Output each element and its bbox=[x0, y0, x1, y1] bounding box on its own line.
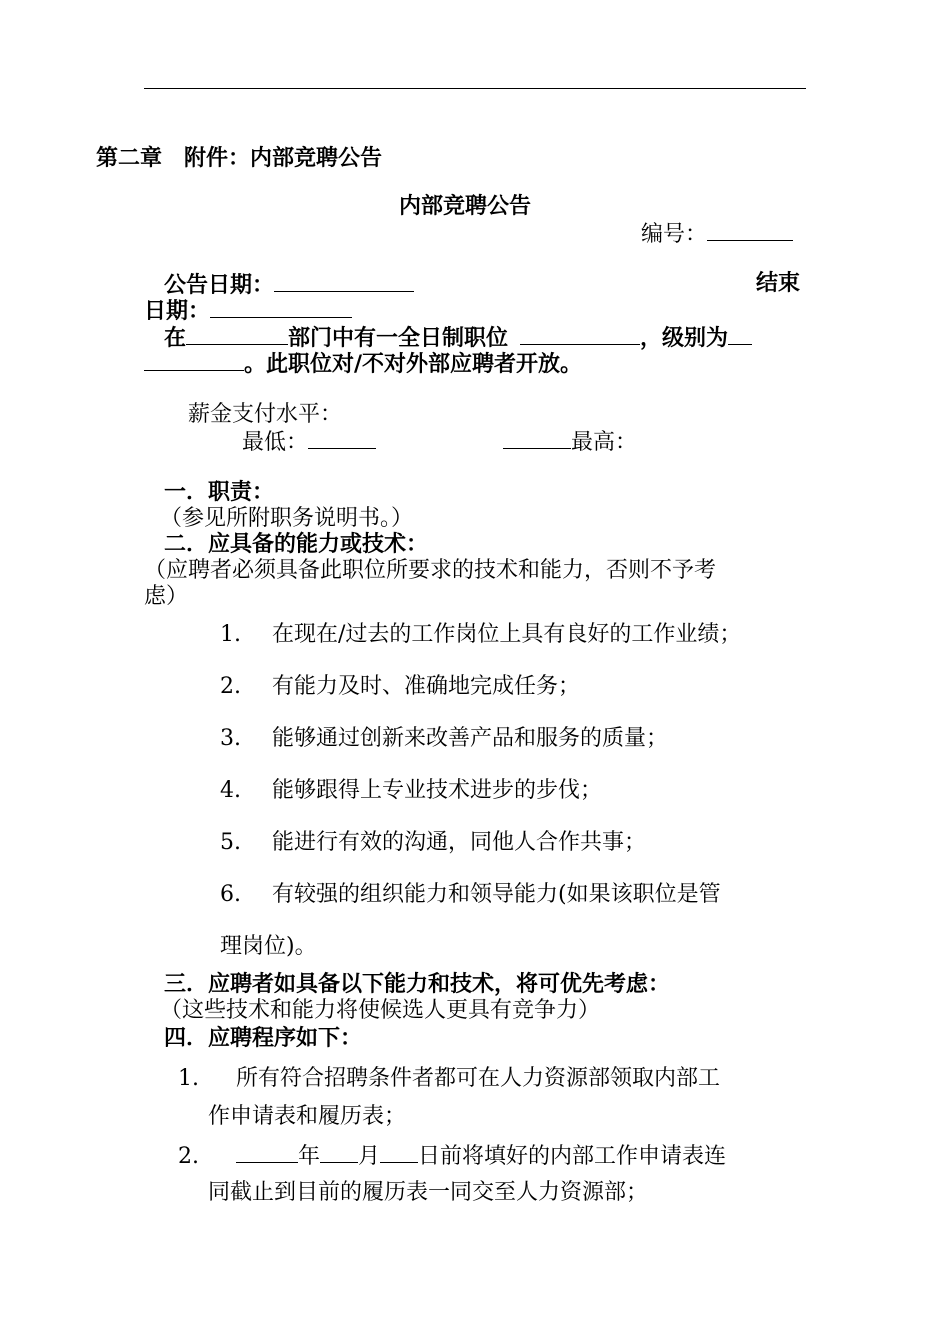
list-item-continuation: 理岗位)。 bbox=[220, 934, 317, 959]
serial-blank[interactable] bbox=[707, 222, 793, 241]
day-blank[interactable] bbox=[380, 1144, 418, 1163]
salary-max-label: 最高： bbox=[571, 430, 638, 455]
level-blank-part2[interactable] bbox=[144, 352, 244, 371]
list-item bbox=[220, 884, 721, 906]
list-item-text: 在现在/过去的工作岗位上具有良好的工作业绩； bbox=[272, 622, 742, 647]
position-line-2 bbox=[144, 352, 582, 376]
section2-note-line1: （应聘者必须具备此职位所要求的技术和能力，否则不予考 bbox=[144, 558, 717, 583]
list-item-text: 有能力及时、准确地完成任务； bbox=[272, 674, 581, 699]
section1-note: （参见所附职务说明书。） bbox=[160, 506, 414, 531]
section4-heading: 四．应聘程序如下： bbox=[164, 1026, 363, 1051]
document-title: 内部竞聘公告 bbox=[399, 194, 532, 219]
serial-label: 编号： bbox=[641, 222, 708, 247]
list-item-number: 3. bbox=[220, 726, 241, 751]
serial-number-line bbox=[641, 222, 793, 246]
chapter-heading: 第二章 附件：内部竞聘公告 bbox=[96, 146, 383, 171]
section2-heading: 二．应具备的能力或技术： bbox=[164, 532, 429, 557]
notice-date-line bbox=[164, 273, 414, 297]
list-item-number: 5. bbox=[220, 830, 241, 855]
procedure-item bbox=[178, 1144, 726, 1168]
end-date-label-part1: 结束 bbox=[756, 271, 801, 296]
header-rule bbox=[144, 88, 806, 89]
position-text-open: 。此职位对/不对外部应聘者开放。 bbox=[244, 352, 583, 377]
section2-note-line2: 虑） bbox=[144, 584, 189, 609]
list-item-text: 能够通过创新来改善产品和服务的质量； bbox=[272, 726, 669, 751]
end-date-label-part2: 日期： bbox=[144, 299, 211, 324]
procedure-item-continuation: 同截止到目前的履历表一同交至人力资源部； bbox=[208, 1180, 649, 1205]
month-blank[interactable] bbox=[320, 1144, 358, 1163]
position-blank[interactable] bbox=[520, 326, 640, 345]
section3-heading: 三．应聘者如具备以下能力和技术，将可优先考虑： bbox=[164, 972, 671, 997]
salary-max-blank[interactable] bbox=[503, 430, 571, 449]
list-item bbox=[220, 780, 602, 802]
month-label: 月 bbox=[358, 1144, 381, 1169]
position-text-dept: 部门中有一全日制职位 bbox=[288, 326, 509, 351]
list-item-number: 2. bbox=[220, 674, 241, 699]
list-item bbox=[220, 624, 741, 646]
level-blank-part1[interactable] bbox=[728, 326, 752, 345]
year-blank[interactable] bbox=[236, 1144, 298, 1163]
end-date-line bbox=[144, 299, 352, 323]
salary-min-blank[interactable] bbox=[308, 430, 376, 449]
procedure-item-text: 所有符合招聘条件者都可在人力资源部领取内部工 bbox=[236, 1066, 721, 1091]
procedure-item-number: 2. bbox=[178, 1144, 199, 1169]
end-date-blank[interactable] bbox=[210, 299, 352, 318]
list-item-text: 能进行有效的沟通，同他人合作共事； bbox=[272, 830, 647, 855]
procedure-item bbox=[178, 1068, 720, 1090]
salary-min-line bbox=[242, 430, 376, 454]
department-blank[interactable] bbox=[186, 326, 288, 345]
list-item-text: 有较强的组织能力和领导能力(如果该职位是管 bbox=[272, 882, 721, 907]
notice-date-label: 公告日期： bbox=[164, 273, 275, 298]
list-item-number: 6. bbox=[220, 882, 241, 907]
position-line-1 bbox=[164, 326, 752, 350]
notice-date-blank[interactable] bbox=[274, 273, 414, 292]
procedure-item-text: 日前将填好的内部工作申请表连 bbox=[418, 1144, 727, 1169]
position-text-level: ，级别为 bbox=[640, 326, 729, 351]
position-text-in: 在 bbox=[164, 326, 187, 351]
list-item-number: 4. bbox=[220, 778, 241, 803]
section1-heading: 一．职责： bbox=[164, 480, 275, 505]
list-item bbox=[220, 832, 646, 854]
section3-note: （这些技术和能力将使候选人更具有竞争力） bbox=[160, 998, 601, 1023]
list-item-number: 1. bbox=[220, 622, 241, 647]
year-label: 年 bbox=[298, 1144, 321, 1169]
procedure-item-continuation: 作申请表和履历表； bbox=[208, 1104, 407, 1129]
salary-label: 薪金支付水平： bbox=[188, 402, 343, 427]
salary-max-line bbox=[503, 430, 637, 454]
list-item bbox=[220, 676, 580, 698]
procedure-item-number: 1. bbox=[178, 1066, 199, 1091]
list-item-text: 能够跟得上专业技术进步的步伐； bbox=[272, 778, 603, 803]
list-item bbox=[220, 728, 668, 750]
salary-min-label: 最低： bbox=[242, 430, 309, 455]
